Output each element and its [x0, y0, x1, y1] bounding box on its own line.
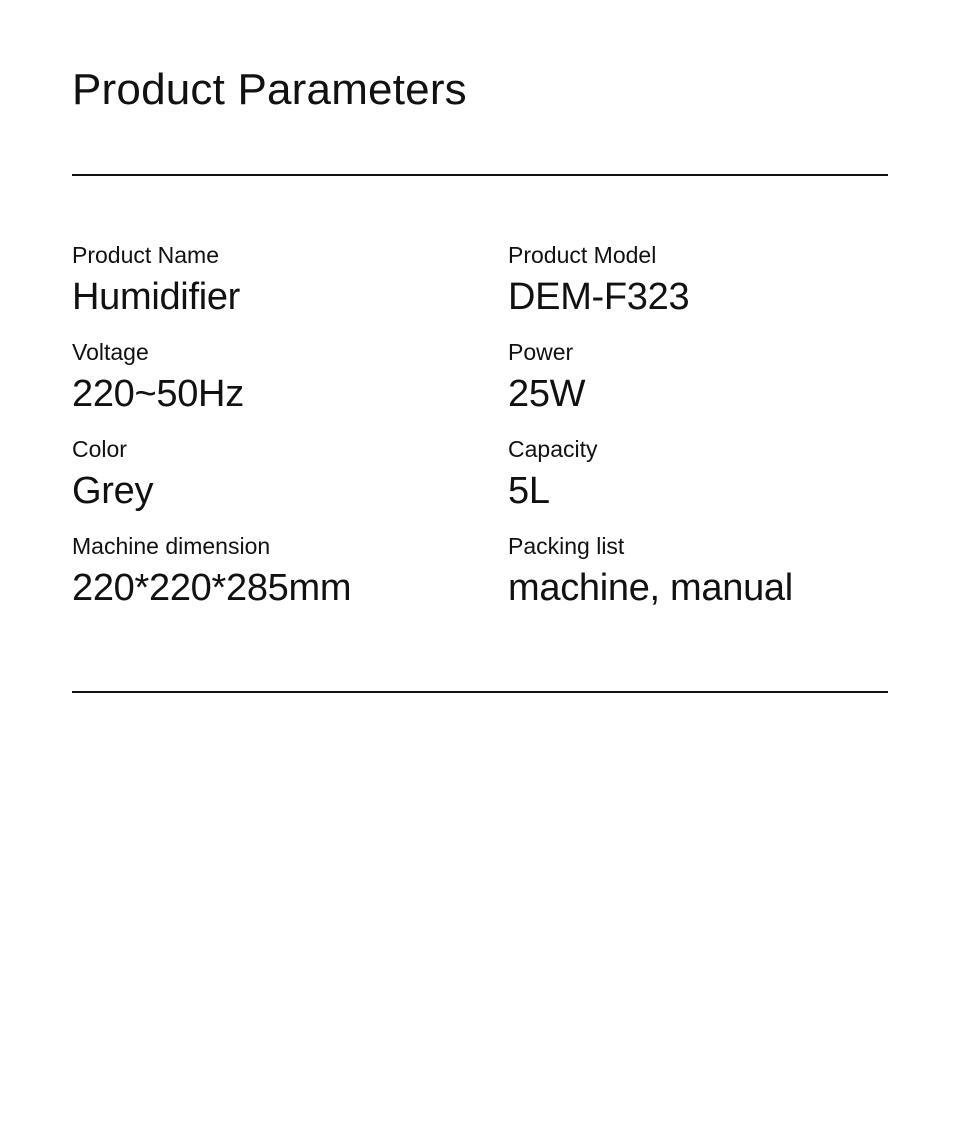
param-value: 25W	[508, 373, 586, 415]
param-value: Grey	[72, 470, 154, 512]
param-label: Power	[508, 339, 574, 365]
page-title: Product Parameters	[72, 65, 467, 114]
param-label: Capacity	[508, 436, 598, 462]
param-label: Product Name	[72, 242, 220, 268]
param-product-model	[508, 242, 928, 318]
bottom-divider	[72, 691, 888, 693]
top-divider	[72, 174, 888, 176]
param-value: 220~50Hz	[72, 373, 244, 415]
param-label: Voltage	[72, 339, 149, 365]
param-label: Product Model	[508, 242, 657, 268]
param-machine-dimension	[72, 533, 492, 609]
param-value: Humidifier	[72, 276, 241, 318]
param-product-name	[72, 242, 492, 318]
param-value: machine, manual	[508, 567, 793, 609]
param-label: Packing list	[508, 533, 625, 559]
param-value: DEM-F323	[508, 276, 690, 318]
param-value: 220*220*285mm	[72, 567, 352, 609]
param-color	[72, 436, 492, 512]
param-packing-list	[508, 533, 928, 609]
param-capacity	[508, 436, 928, 512]
param-power	[508, 339, 928, 415]
param-label: Color	[72, 436, 127, 462]
param-value: 5L	[508, 470, 550, 512]
param-voltage	[72, 339, 492, 415]
param-label: Machine dimension	[72, 533, 271, 559]
